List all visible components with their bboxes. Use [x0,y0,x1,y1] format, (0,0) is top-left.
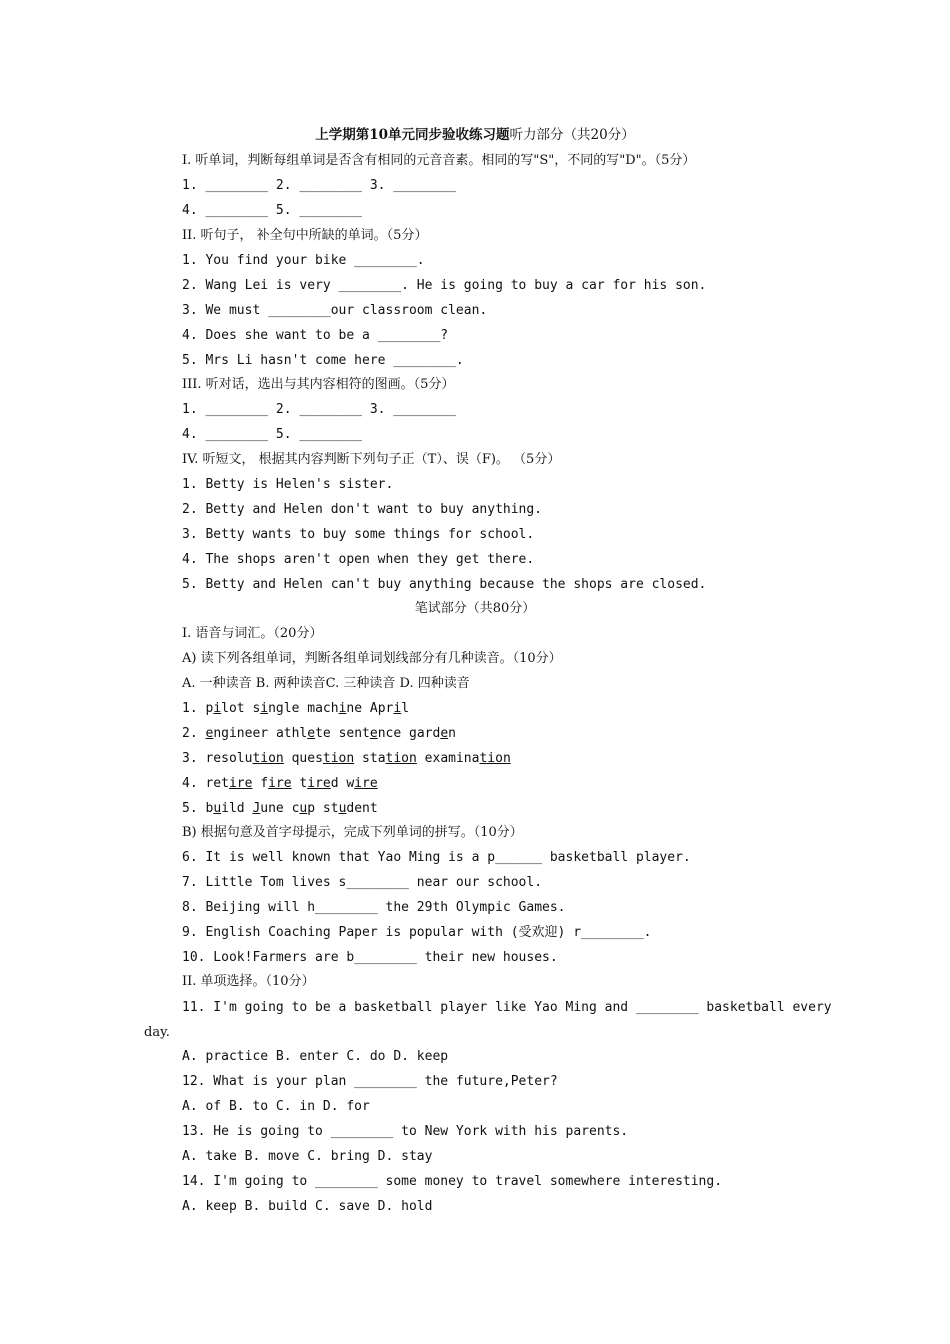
question-line: 4. The shops aren't open when they get there. [182,552,535,567]
question-line: 3. Betty wants to buy some things for school. [182,527,535,542]
listening-section-2-heading: II. 听句子， 补全句中所缺的单词。（5分） [182,228,428,243]
question-line: 5. Mrs Li hasn't come here ________. [182,353,464,368]
title-rest: 听力部分（共20分） [509,127,635,143]
page-title [0,125,950,145]
choice-options: A. keep B. build C. save D. hold [182,1199,433,1214]
listening-section-4-heading: IV. 听短文， 根据其内容判断下列句子正（T）、误（F)。 （5分） [182,452,561,467]
listening-section-1-heading: I. 听单词，判断每组单词是否含有相同的元音音素。相同的写"S"，不同的写"D"。（5分） [182,153,696,168]
title-bold: 上学期第10单元同步验收练习题 [315,127,510,143]
phonics-question-1: 1. pilot single machine April [182,701,410,716]
spelling-question: 8. Beijing will h________ the 29th Olympic Games. [182,900,566,915]
written-part-heading: 笔试部分（共80分） [414,601,536,616]
listening-section-3-heading: III. 听对话，选出与其内容相符的图画。（5分） [182,377,455,392]
spelling-question: 6. It is well known that Yao Ming is a p______ basketball player. [182,850,691,865]
question-line: 4. Does she want to be a ________? [182,328,449,343]
choice-options: A. practice B. enter C. do D. keep [182,1049,449,1064]
spelling-question: 9. English Coaching Paper is popular with (受欢迎) r________. [182,925,652,940]
choice-options: A. of B. to C. in D. for [182,1099,370,1114]
spelling-question: 10. Look!Farmers are b________ their new houses. [182,950,558,965]
part-b-heading: B) 根据句意及首字母提示，完成下列单词的拼写。（10分） [182,825,523,840]
written-section-1-heading: I. 语音与词汇。（20分） [182,626,323,641]
choice-question-14: 14. I'm going to ________ some money to travel somewhere interesting. [182,1174,723,1189]
part-a-heading: A) 读下列各组单词，判断各组单词划线部分有几种读音。（10分） [182,651,562,666]
question-line: 3. We must ________our classroom clean. [182,303,488,318]
phonics-question-5: 5. build June cup student [182,801,378,816]
answer-blanks-row: 4. ________ 5. ________ [182,427,363,442]
question-line: 2. Wang Lei is very ________. He is going to buy a car for his son. [182,278,707,293]
choice-question-11: 11. I'm going to be a basketball player like Yao Ming and ________ basketball every [182,1000,832,1015]
part-a-options: A. 一种读音 B. 两种读音C. 三种读音 D. 四种读音 [182,676,470,691]
phonics-question-2: 2. engineer athlete sentence garden [182,726,456,741]
spelling-question: 7. Little Tom lives s________ near our school. [182,875,543,890]
question-line: 5. Betty and Helen can't buy anything because the shops are closed. [182,577,707,592]
question-line: 1. You find your bike ________. [182,253,425,268]
answer-blanks-row: 1. ________ 2. ________ 3. ________ [182,402,456,417]
answer-blanks-row: 4. ________ 5. ________ [182,203,363,218]
choice-question-12: 12. What is your plan ________ the future,Peter? [182,1074,558,1089]
question-line: 2. Betty and Helen don't want to buy anything. [182,502,543,517]
phonics-question-4: 4. retire fire tired wire [182,776,378,791]
written-section-2-heading: II. 单项选择。（10分） [182,974,315,989]
question-line: 1. Betty is Helen's sister. [182,477,394,492]
choice-options: A. take B. move C. bring D. stay [182,1149,433,1164]
answer-blanks-row: 1. ________ 2. ________ 3. ________ [182,178,456,193]
phonics-question-3: 3. resolution question station examination [182,751,511,766]
choice-question-13: 13. He is going to ________ to New York with his parents. [182,1124,629,1139]
choice-question-11-continued: day. [144,1025,170,1040]
